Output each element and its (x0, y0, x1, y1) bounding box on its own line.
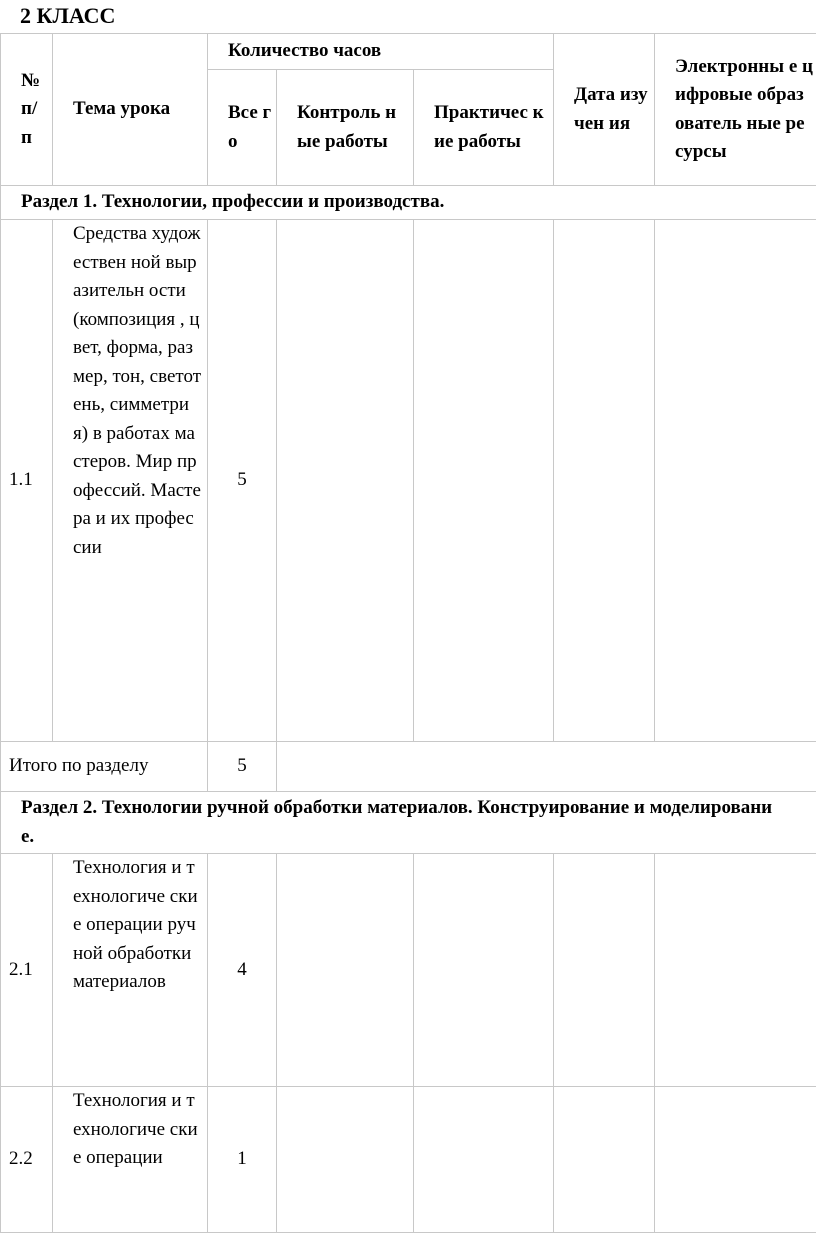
subtotal-value: 5 (208, 742, 277, 792)
table-row (1, 854, 816, 1087)
header-row-1 (1, 34, 816, 70)
section-title: Раздел 2. Технологии ручной обработки материалов. Конструирование и моделирование. (1, 792, 816, 854)
row-number: 1.1 (1, 220, 53, 742)
header-practical: Практичес кие работы (414, 70, 554, 186)
row-resources (655, 1087, 816, 1233)
subtotal-empty (277, 742, 816, 792)
section-row (1, 792, 816, 854)
header-total: Все го (208, 70, 277, 186)
row-total-hours: 5 (208, 220, 277, 742)
row-practical-hours (414, 1087, 554, 1233)
row-date (554, 854, 655, 1087)
row-number: 2.1 (1, 854, 53, 1087)
row-total-hours: 1 (208, 1087, 277, 1233)
row-topic: Средства художествен ной выразительн ости (композиция , цвет, форма, размер, тон, светотень, симметрия) в работах мастеров. Мир профессий. Мастера и их профессии (53, 220, 208, 742)
row-number: 2.2 (1, 1087, 53, 1233)
table-row (1, 220, 816, 742)
subtotal-label: Итого по разделу (1, 742, 208, 792)
row-topic: Технология и технологиче ские операции (53, 1087, 208, 1233)
header-topic: Тема урока (53, 34, 208, 186)
header-date: Дата изучен ия (554, 34, 655, 186)
subtotal-row (1, 742, 816, 792)
lesson-plan-table (0, 33, 816, 1233)
row-topic: Технология и технологиче ские операции ручной обработки материалов (53, 854, 208, 1087)
header-num: № п/ п (1, 34, 53, 186)
row-resources (655, 220, 816, 742)
header-control: Контроль ные работы (277, 70, 414, 186)
row-control-hours (277, 1087, 414, 1233)
section-row (1, 186, 816, 220)
row-practical-hours (414, 220, 554, 742)
row-control-hours (277, 220, 414, 742)
header-hours-group: Количество часов (208, 34, 554, 70)
row-date (554, 1087, 655, 1233)
section-title: Раздел 1. Технологии, профессии и производства. (1, 186, 816, 220)
row-resources (655, 854, 816, 1087)
row-date (554, 220, 655, 742)
header-resources: Электронны е цифровые образователь ные ресурсы (655, 34, 816, 186)
row-practical-hours (414, 854, 554, 1087)
table-row (1, 1087, 816, 1233)
page-title: 2 КЛАСС (20, 3, 116, 28)
row-total-hours: 4 (208, 854, 277, 1087)
row-control-hours (277, 854, 414, 1087)
